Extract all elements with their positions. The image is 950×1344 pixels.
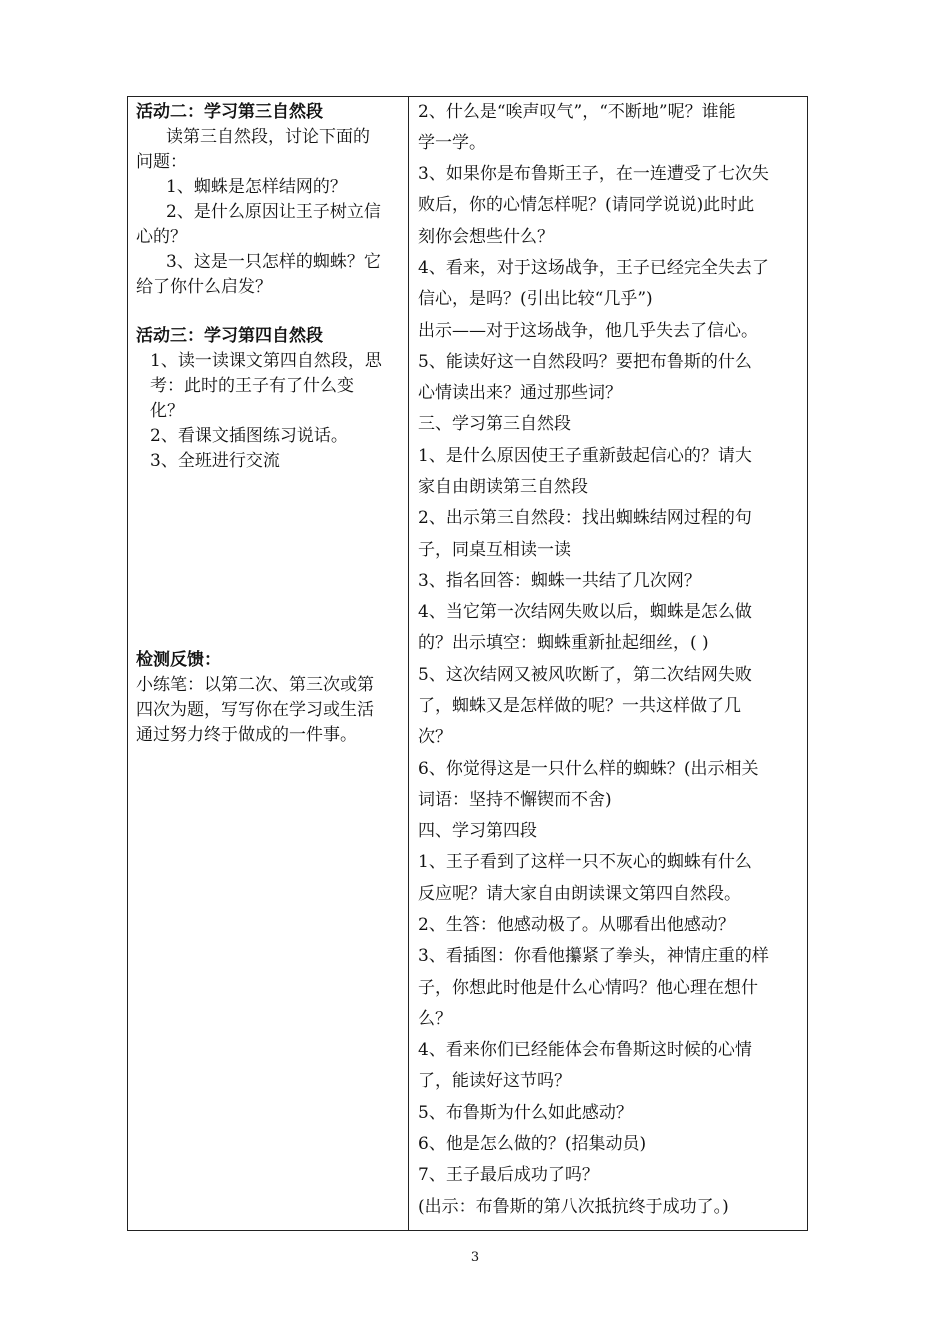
teaching-line: 学一学。 (418, 133, 486, 153)
teaching-line: 反应呢？请大家自由朗读课文第四自然段。 (418, 884, 741, 904)
activity-two-line: 给了你什么启发？ (136, 277, 272, 297)
teaching-line: 3、指名回答：蜘蛛一共结了几次网？ (418, 571, 701, 591)
teaching-line: 信心，是吗？(引出比较“几乎”) (418, 289, 653, 309)
teaching-line: 4、看来你们已经能体会布鲁斯这时候的心情 (418, 1040, 752, 1060)
teaching-line: (出示：布鲁斯的第八次抵抗终于成功了。) (418, 1197, 729, 1217)
activity-three-line: 考：此时的王子有了什么变 (150, 376, 354, 396)
teaching-line: 3、如果你是布鲁斯王子，在一连遭受了七次失 (418, 164, 769, 184)
teaching-line: 四、学习第四段 (418, 821, 537, 841)
feedback-line: 通过努力终于做成的一件事。 (136, 725, 357, 745)
activity-two-line: 2、是什么原因让王子树立信 (166, 202, 381, 222)
activity-two-line: 读第三自然段，讨论下面的 (166, 127, 370, 147)
teaching-line: 子，同桌互相读一读 (418, 540, 571, 560)
activity-two-title: 活动二：学习第三自然段 (136, 102, 323, 122)
teaching-line: 6、你觉得这是一只什么样的蜘蛛？(出示相关 (418, 759, 759, 779)
teaching-line: 1、王子看到了这样一只不灰心的蜘蛛有什么 (418, 852, 752, 872)
activity-three-line: 2、看课文插图练习说话。 (150, 426, 348, 446)
teaching-line: 6、他是怎么做的？(招集动员) (418, 1134, 647, 1154)
feedback-title: 检测反馈： (136, 650, 221, 670)
teaching-line: 3、看插图：你看他攥紧了拳头，神情庄重的样 (418, 946, 769, 966)
activity-three-line: 1、读一读课文第四自然段，思 (150, 351, 382, 371)
teaching-line: 7、王子最后成功了吗？ (418, 1165, 599, 1185)
teaching-line: 2、出示第三自然段：找出蜘蛛结网过程的句 (418, 508, 752, 528)
teaching-line: 1、是什么原因使王子重新鼓起信心的？请大 (418, 446, 752, 466)
page-number: 3 (470, 1250, 480, 1265)
teaching-line: 家自由朗读第三自然段 (418, 477, 588, 497)
teaching-line: 2、生答：他感动极了。从哪看出他感动？ (418, 915, 735, 935)
teaching-line: 了，蜘蛛又是怎样做的呢？一共这样做了几 (418, 696, 741, 716)
activity-three-title: 活动三：学习第四自然段 (136, 326, 323, 346)
teaching-line: 子，你想此时他是什么心情吗？他心理在想什 (418, 978, 758, 998)
teaching-line: 次？ (418, 727, 452, 747)
teaching-line: 么？ (418, 1009, 452, 1029)
lesson-table (127, 96, 808, 1231)
activity-three-line: 3、全班进行交流 (150, 451, 280, 471)
activity-two-line: 问题： (136, 152, 187, 172)
activity-three-line: 化？ (150, 401, 184, 421)
teaching-line: 4、当它第一次结网失败以后，蜘蛛是怎么做 (418, 602, 752, 622)
teaching-line: 5、能读好这一自然段吗？要把布鲁斯的什么 (418, 352, 752, 372)
feedback-line: 小练笔：以第二次、第三次或第 (136, 675, 374, 695)
teaching-line: 了，能读好这节吗？ (418, 1071, 571, 1091)
teaching-line: 5、这次结网又被风吹断了，第二次结网失败 (418, 665, 752, 685)
column-divider (408, 97, 409, 1230)
teaching-line: 2、什么是“唉声叹气”，“不断地”呢？谁能 (418, 102, 736, 122)
activity-two-line: 3、这是一只怎样的蜘蛛？它 (166, 252, 381, 272)
teaching-line: 出示——对于这场战争，他几乎失去了信心。 (418, 321, 758, 341)
feedback-line: 四次为题，写写你在学习或生活 (136, 700, 374, 720)
teaching-line: 败后，你的心情怎样呢？(请同学说说)此时此 (418, 195, 755, 215)
teaching-line: 的？出示填空：蜘蛛重新扯起细丝，( ) (418, 633, 709, 653)
teaching-line: 4、看来，对于这场战争，王子已经完全失去了 (418, 258, 769, 278)
activity-two-line: 心的？ (136, 227, 187, 247)
teaching-line: 三、学习第三自然段 (418, 414, 571, 434)
teaching-line: 心情读出来？通过那些词？ (418, 383, 622, 403)
teaching-line: 5、布鲁斯为什么如此感动？ (418, 1103, 633, 1123)
teaching-line: 词语：坚持不懈锲而不舍) (418, 790, 612, 810)
activity-two-line: 1、蜘蛛是怎样结网的？ (166, 177, 347, 197)
teaching-line: 刻你会想些什么？ (418, 227, 554, 247)
